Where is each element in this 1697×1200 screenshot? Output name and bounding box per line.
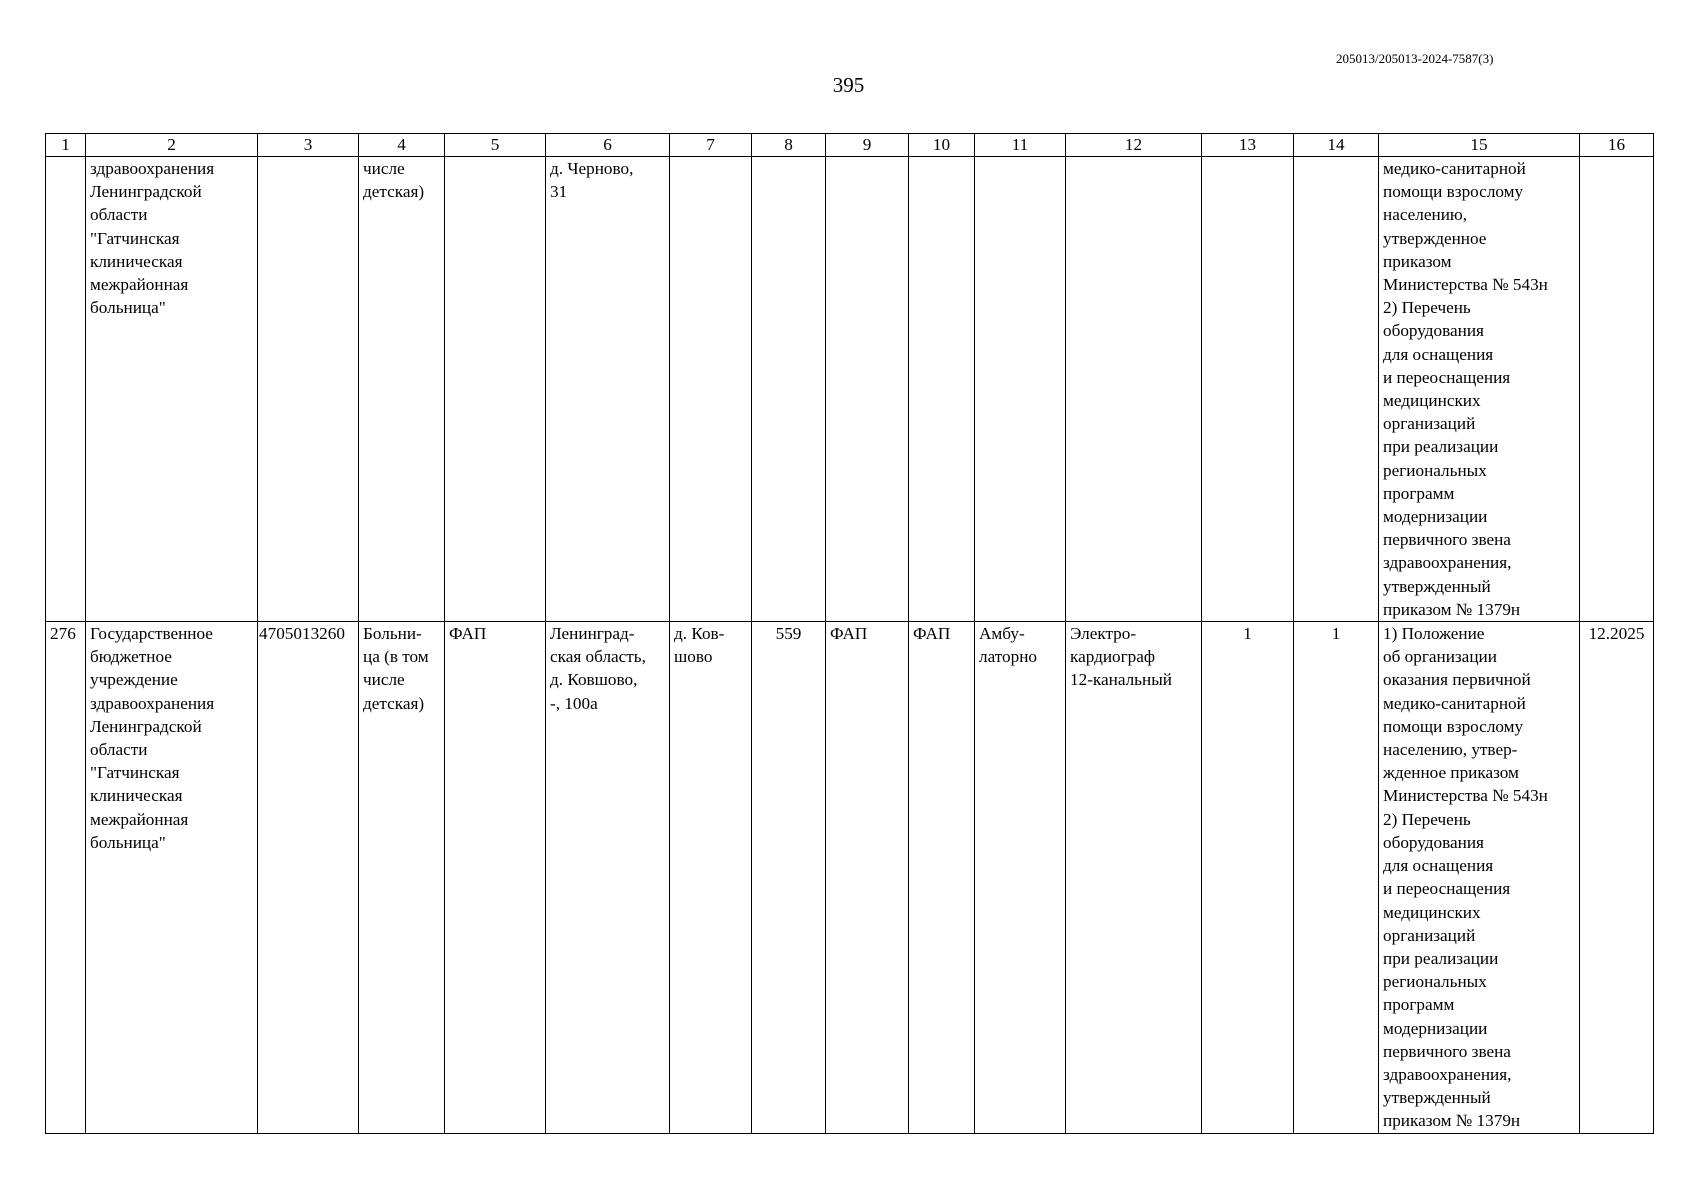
cell-quantity-required: 1 xyxy=(1202,622,1294,1133)
cell-row-number xyxy=(46,157,86,622)
cell-care-condition xyxy=(975,157,1066,622)
column-header: 16 xyxy=(1580,134,1654,157)
cell-facility-type: числе детская) xyxy=(359,157,445,622)
cell-deadline: 12.2025 xyxy=(1580,622,1654,1133)
cell-address: Ленинград- ская область, д. Ковшово, -, 100а xyxy=(546,622,670,1133)
cell-legal-basis: 1) Положение об организации оказания первичной медико-санитарной помощи взрослому населению, утвер- жденное приказом Министерства № 543н 2) Перечень оборудования для оснащения и переоснащения медицинских организаций при реализации региональных программ модернизации первичного звена здравоохранения, утвержденный приказом № 1379н xyxy=(1379,622,1580,1133)
column-header: 9 xyxy=(826,134,909,157)
column-header: 5 xyxy=(445,134,546,157)
cell-legal-basis: медико-санитарной помощи взрослому населению, утвержденное приказом Министерства № 543н 2) Перечень оборудования для оснащения и переоснащения медицинских организаций при реализации региональных программ модернизации первичного звена здравоохранения, утвержденный приказом № 1379н xyxy=(1379,157,1580,622)
table-row xyxy=(46,622,1654,1133)
column-header: 3 xyxy=(258,134,359,157)
column-header: 10 xyxy=(909,134,975,157)
column-header: 2 xyxy=(86,134,258,157)
cell-deadline xyxy=(1580,157,1654,622)
column-number-header xyxy=(46,134,1654,157)
column-header: 7 xyxy=(670,134,752,157)
registry-table xyxy=(45,133,1654,1134)
cell-unit-type xyxy=(445,157,546,622)
cell-organization: Государственное бюджетное учреждение здравоохранения Ленинградской области "Гатчинская клиническая межрайонная больница" xyxy=(86,622,258,1133)
cell-equipment xyxy=(1066,157,1202,622)
cell-locality xyxy=(670,157,752,622)
column-header: 6 xyxy=(546,134,670,157)
cell-facility-type: Больни- ца (в том числе детская) xyxy=(359,622,445,1133)
cell-population xyxy=(752,157,826,622)
column-header: 8 xyxy=(752,134,826,157)
cell-quantity-planned xyxy=(1294,157,1379,622)
cell-quantity-required xyxy=(1202,157,1294,622)
column-header: 15 xyxy=(1379,134,1580,157)
cell-organization: здравоохранения Ленинградской области "Гатчинская клиническая межрайонная больница" xyxy=(86,157,258,622)
column-header: 11 xyxy=(975,134,1066,157)
column-header: 13 xyxy=(1202,134,1294,157)
cell-row-number: 276 xyxy=(46,622,86,1133)
cell-col10 xyxy=(909,157,975,622)
column-header: 12 xyxy=(1066,134,1202,157)
table-row-continued xyxy=(46,157,1654,622)
cell-inn: 4705013260 xyxy=(258,622,359,1133)
cell-address: д. Черново, 31 xyxy=(546,157,670,622)
cell-locality: д. Ков- шово xyxy=(670,622,752,1133)
cell-unit-type: ФАП xyxy=(445,622,546,1133)
cell-col9 xyxy=(826,157,909,622)
document-id: 205013/205013-2024-7587(3) xyxy=(1336,51,1494,66)
cell-col10: ФАП xyxy=(909,622,975,1133)
page-number: 395 xyxy=(832,73,865,97)
cell-inn xyxy=(258,157,359,622)
cell-care-condition: Амбу- латорно xyxy=(975,622,1066,1133)
cell-quantity-planned: 1 xyxy=(1294,622,1379,1133)
cell-population: 559 xyxy=(752,622,826,1133)
cell-col9: ФАП xyxy=(826,622,909,1133)
column-header: 4 xyxy=(359,134,445,157)
column-header: 1 xyxy=(46,134,86,157)
cell-equipment: Электро- кардиограф 12-канальный xyxy=(1066,622,1202,1133)
column-header: 14 xyxy=(1294,134,1379,157)
